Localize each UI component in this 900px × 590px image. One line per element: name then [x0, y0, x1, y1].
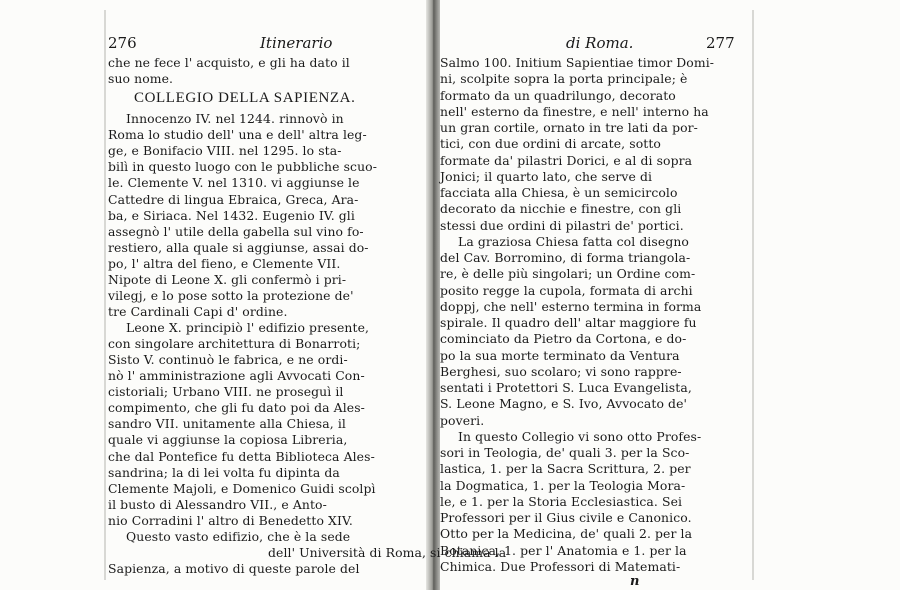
- section-title: COLLEGIO DELLA SAPIENZA.: [134, 89, 356, 106]
- right-page-number: 277: [706, 34, 735, 52]
- text-line: spirale. Il quadro dell' altar maggiore fu: [440, 315, 697, 331]
- left-running-head: Itinerario: [260, 34, 333, 52]
- text-line: compimento, che gli fu dato poi da Ales-: [108, 400, 365, 416]
- text-line: nio Corradini l' altro di Benedetto XIV.: [108, 512, 353, 528]
- right-running-head: di Roma.: [566, 34, 634, 52]
- text-line: cistoriali; Urbano VIII. ne proseguì il: [108, 384, 344, 400]
- text-line: le. Clemente V. nel 1310. vi aggiunse le: [108, 175, 360, 191]
- text-line: bilì in questo luogo con le pubbliche scuo-: [108, 159, 378, 175]
- text-line: ge, e Bonifacio VIII. nel 1295. lo sta-: [108, 143, 342, 159]
- text-line: tici, con due ordini di arcate, sotto: [440, 136, 661, 152]
- book-gutter: [426, 0, 440, 590]
- text-line: sori in Teologia, de' quali 3. per la Sco-: [440, 445, 690, 461]
- text-line: che dal Pontefice fu detta Biblioteca Ales-: [108, 448, 375, 464]
- text-line: facciata alla Chiesa, è un semicircolo: [440, 185, 678, 201]
- text-line: posito regge la cupola, formata di archi: [440, 282, 693, 298]
- text-line: vilegj, e lo pose sotto la protezione de': [108, 287, 354, 303]
- text-line: un gran cortile, ornato in tre lati da por-: [440, 120, 698, 136]
- text-line: Questo vasto edifizio, che è la sede: [126, 528, 351, 544]
- text-line: Cattedre di lingua Ebraica, Greca, Ara-: [108, 191, 359, 207]
- text-line: formato da un quadrilungo, decorato: [440, 87, 676, 103]
- text-line: Nipote di Leone X. gli confermò i pri-: [108, 271, 347, 287]
- text-line: le, e 1. per la Storia Ecclesiastica. Sei: [440, 493, 683, 509]
- text-line: decorato da nicchie e finestre, con gli: [440, 201, 682, 217]
- text-line: po, l' altra del fieno, e Clemente VII.: [108, 255, 341, 271]
- text-line: re, è delle più singolari; un Ordine com-: [440, 266, 696, 282]
- text-line: dell' Università di Roma, si chiama la: [268, 544, 507, 560]
- text-line: Chimica. Due Professori di Matemati-: [440, 559, 681, 574]
- text-line: Leone X. principiò l' edifizio presente,: [126, 320, 370, 336]
- text-line: In questo Collegio vi sono otto Profes-: [458, 428, 702, 444]
- text-line: Innocenzo IV. nel 1244. rinnovò in: [126, 111, 344, 127]
- right-page-edge: [752, 10, 754, 580]
- text-line: Professori per il Gius civile e Canonico.: [440, 510, 692, 526]
- signature-mark: n: [630, 574, 640, 589]
- text-line: ba, e Siriaca. Nel 1432. Eugenio IV. gli: [108, 207, 355, 223]
- right-page: [440, 0, 740, 590]
- text-line: ni, scolpite sopra la porta principale; è: [440, 71, 688, 87]
- text-line: La graziosa Chiesa fatta col disegno: [458, 233, 689, 249]
- text-line: restiero, alla quale si aggiunse, assai do-: [108, 239, 369, 255]
- text-line: Sisto V. continuò le fabrica, e ne ordi-: [108, 352, 348, 368]
- text-line: tre Cardinali Capi d' ordine.: [108, 303, 288, 319]
- text-line: assegnò l' utile della gabella sul vino fo-: [108, 223, 364, 239]
- text-line: Jonici; il quarto lato, che serve di: [440, 168, 653, 184]
- text-line: cominciato da Pietro da Cortona, e do-: [440, 331, 687, 347]
- text-line: Berghesi, suo scolaro; vi sono rappre-: [440, 363, 682, 379]
- text-line: lastica, 1. per la Sacra Scrittura, 2. per: [440, 461, 691, 477]
- text-line: Clemente Majoli, e Domenico Guidi scolpì: [108, 480, 376, 496]
- text-line: nell' esterno da finestre, e nell' interno ha: [440, 103, 709, 119]
- text-line: doppj, che nell' esterno termina in forma: [440, 298, 702, 314]
- text-line: po la sua morte terminato da Ventura: [440, 347, 680, 363]
- text-line: del Cav. Borromino, di forma triangola-: [440, 250, 691, 266]
- text-line: Botanica, 1. per l' Anatomia e 1. per la: [440, 542, 687, 558]
- text-line: quale vi aggiunse la copiosa Libreria,: [108, 432, 348, 448]
- text-line: la Dogmatica, 1. per la Teologia Mora-: [440, 477, 686, 493]
- text-line: sandro VII. unitamente alla Chiesa, il: [108, 416, 346, 432]
- text-line: S. Leone Magno, e S. Ivo, Avvocato de': [440, 396, 688, 412]
- left-page-number: 276: [108, 34, 137, 52]
- text-line: il busto di Alessandro VII., e Anto-: [108, 496, 327, 512]
- text-line: sentati i Protettori S. Luca Evangelista,: [440, 380, 692, 396]
- text-line: Salmo 100. Initium Sapientiae timor Domi-: [440, 55, 715, 70]
- text-line: che ne fece l' acquisto, e gli ha dato il: [108, 55, 350, 70]
- text-line: stessi due ordini di pilastri de' portici.: [440, 217, 684, 233]
- left-page-edge: [104, 10, 106, 580]
- text-line: Otto per la Medicina, de' quali 2. per la: [440, 526, 693, 542]
- text-line: Sapienza, a motivo di queste parole del: [108, 561, 360, 576]
- text-line: nò l' amministrazione agli Avvocati Con-: [108, 368, 365, 384]
- text-line: con singolare architettura di Bonarroti;: [108, 336, 361, 352]
- text-line: sandrina; la di lei volta fu dipinta da: [108, 464, 340, 480]
- text-line: suo nome.: [108, 71, 174, 87]
- text-line: formate da' pilastri Dorici, e al di sopra: [440, 152, 693, 168]
- text-line: Roma lo studio dell' una e dell' altra leg-: [108, 127, 367, 143]
- text-line: poveri.: [440, 412, 485, 428]
